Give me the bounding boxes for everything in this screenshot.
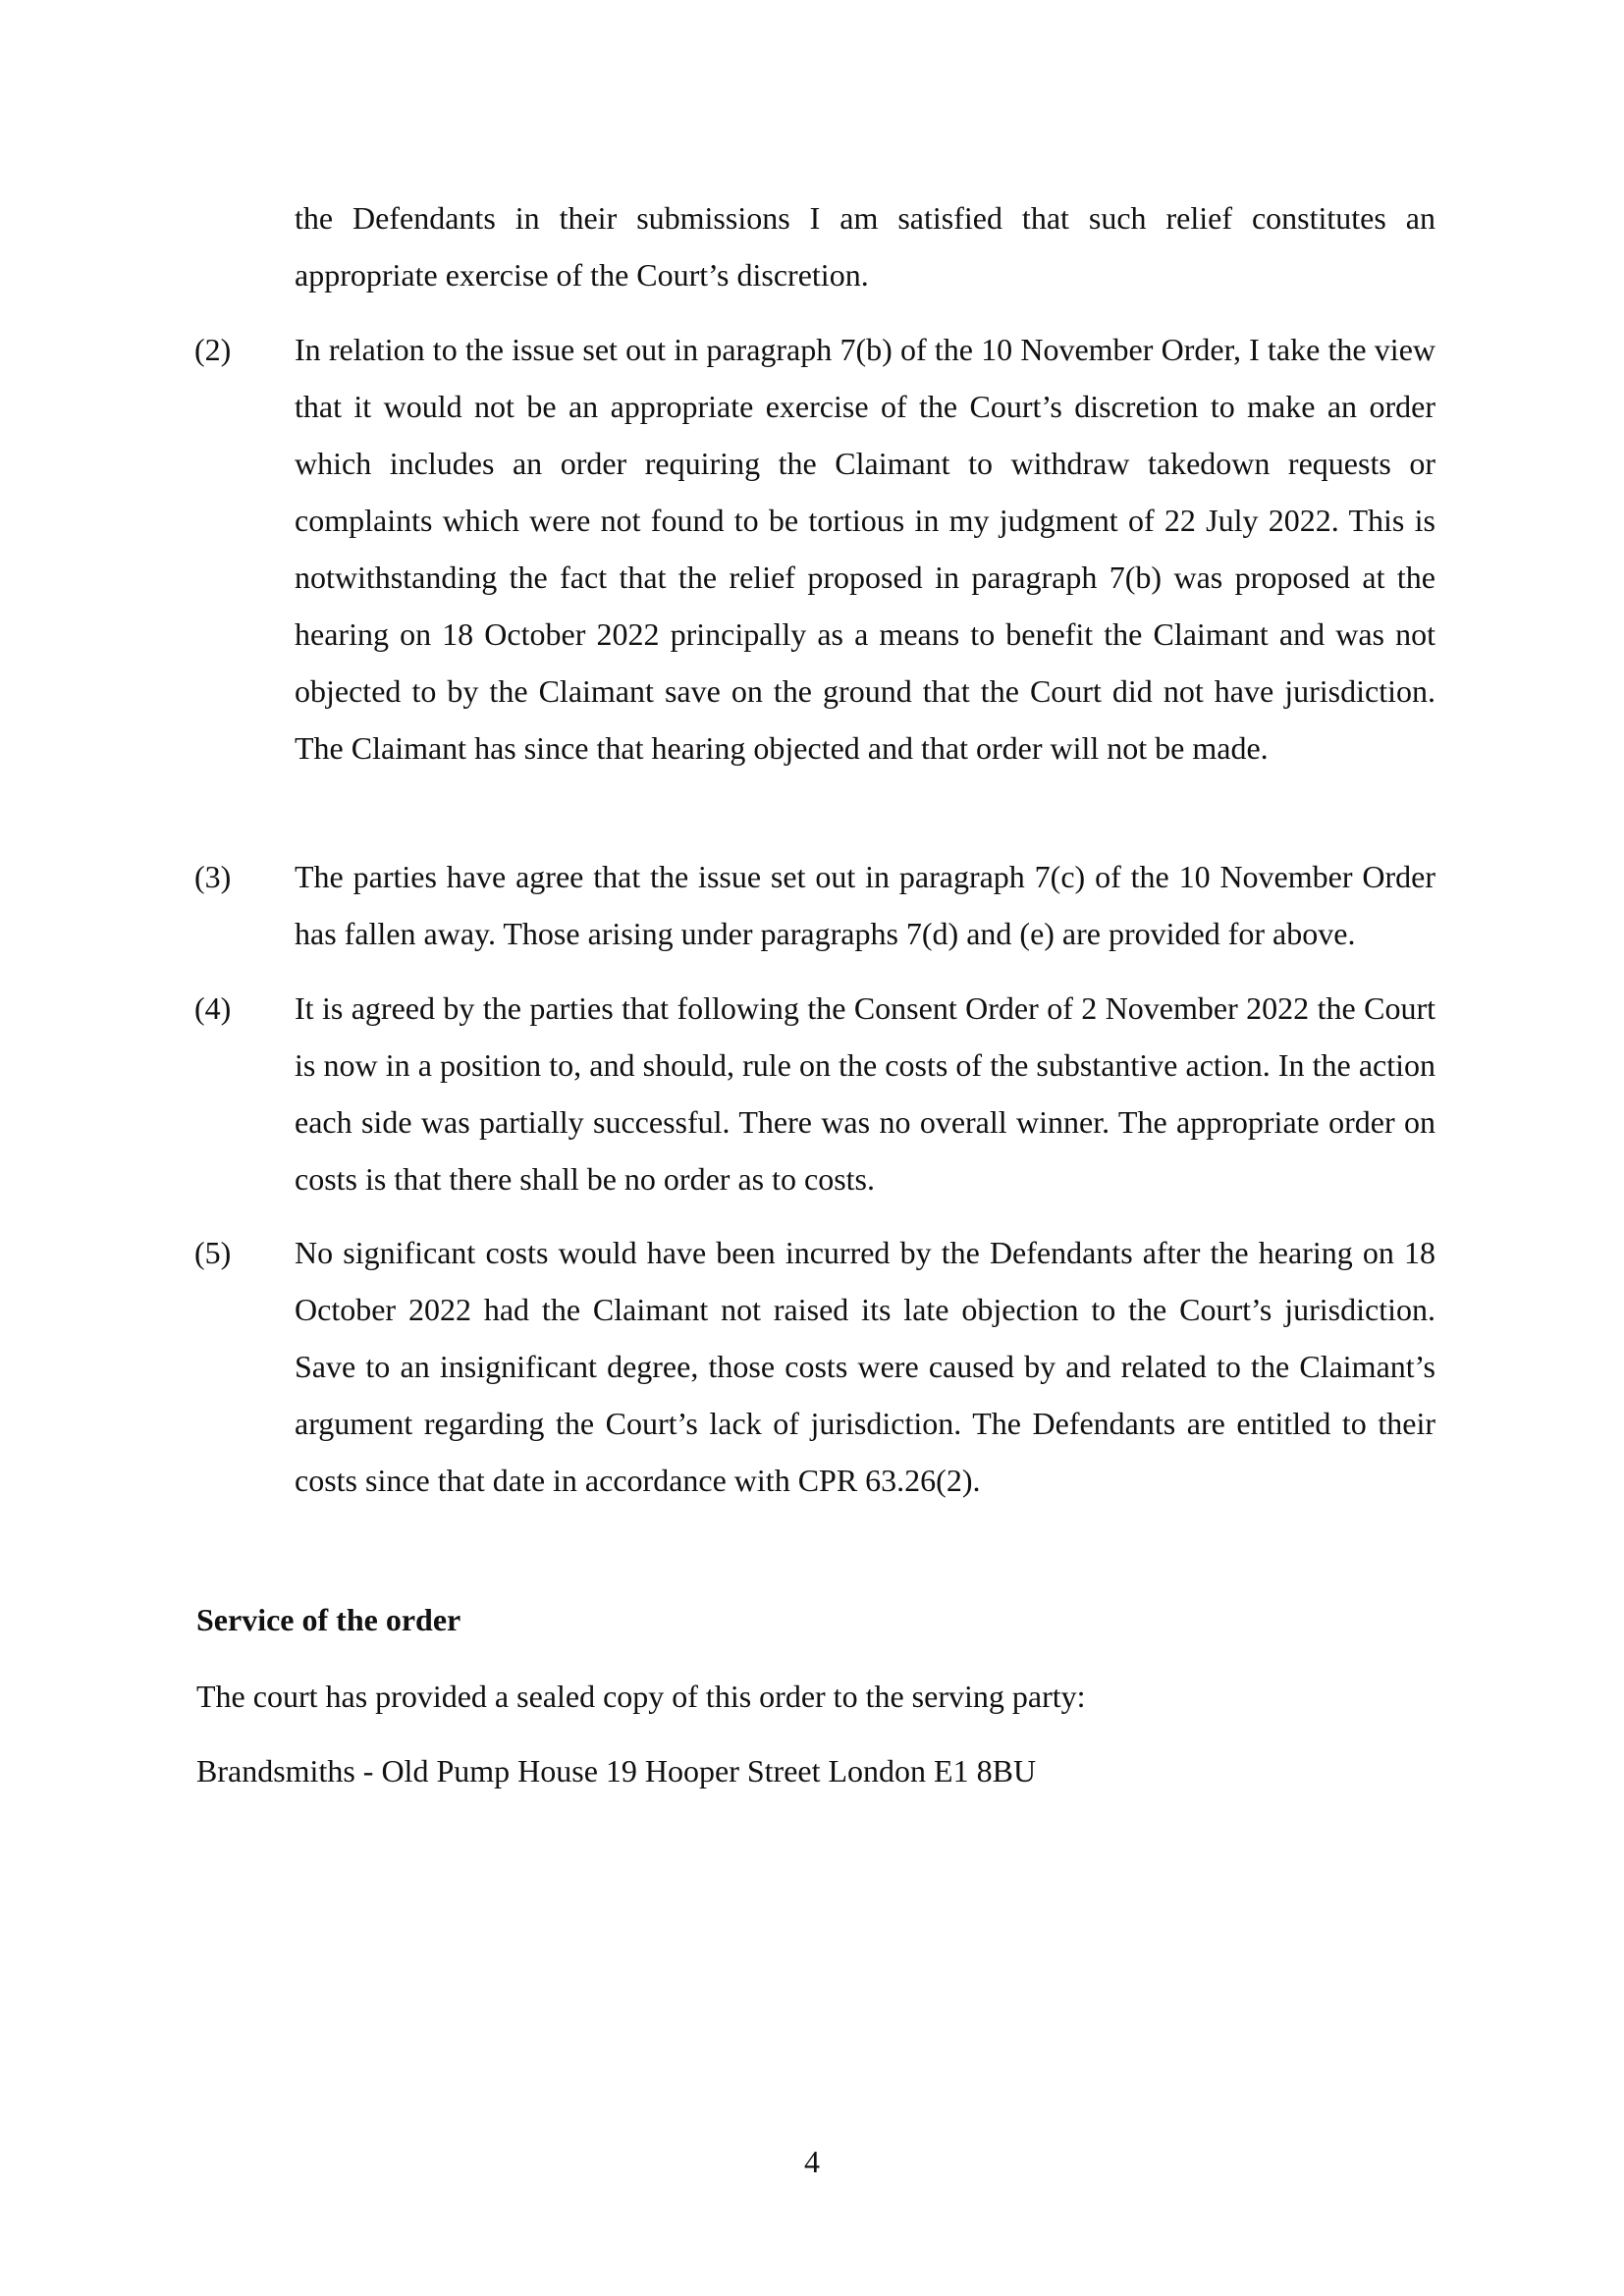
page-number: 4 [804,2144,820,2179]
serving-party-address: Brandsmiths - Old Pump House 19 Hooper Street London E1 8BU [196,1753,1037,1789]
paragraph-text: No significant costs would have been incurred by the Defendants after the hearing on 18 October 2022 had the Claimant not raised its late objection to the Court’s jurisdiction. Save to an insignificant degree, those costs were caused by and related to the Claimant’s argument regarding the Court’s lack of jurisdiction. The Defendants are entitled to their costs since that date in accordance with CPR 63.26(2). [295,1235,1435,1498]
paragraph-text: It is agreed by the parties that following the Consent Order of 2 November 2022 the Court is now in a position to, and should, rule on the costs of the substantive action. In the action each side was partially successful. There was no overall winner. The appropriate order on costs is that there shall be no order as to costs. [295,990,1435,1197]
continuation-paragraph: the Defendants in their submissions I am satisfied that such relief constitutes an appropriate exercise of the Court’s discretion. [295,200,1435,293]
paragraph-text: In relation to the issue set out in paragraph 7(b) of the 10 November Order, I take the view that it would not be an appropriate exercise of the Court’s discretion to make an order which includes an order requiring the Claimant to withdraw takedown requests or complaints which were not found to be tortious in my judgment of 22 July 2022. This is notwithstanding the fact that the relief proposed in paragraph 7(b) was proposed at the hearing on 18 October 2022 principally as a means to benefit the Claimant and was not objected to by the Claimant save on the ground that the Court did not have jurisdiction. The Claimant has since that hearing objected and that order will not be made. [295,332,1435,766]
paragraph-number: (5) [194,1235,232,1270]
service-heading: Service of the order [196,1602,461,1637]
paragraph-number: (2) [194,332,232,367]
service-statement: The court has provided a sealed copy of this order to the serving party: [196,1679,1086,1714]
paragraph-number: (4) [194,990,232,1026]
paragraph-text: The parties have agree that the issue set out in paragraph 7(c) of the 10 November Order has fallen away. Those arising under paragraphs 7(d) and (e) are provided for above. [295,859,1435,951]
paragraph-number: (3) [194,859,232,894]
